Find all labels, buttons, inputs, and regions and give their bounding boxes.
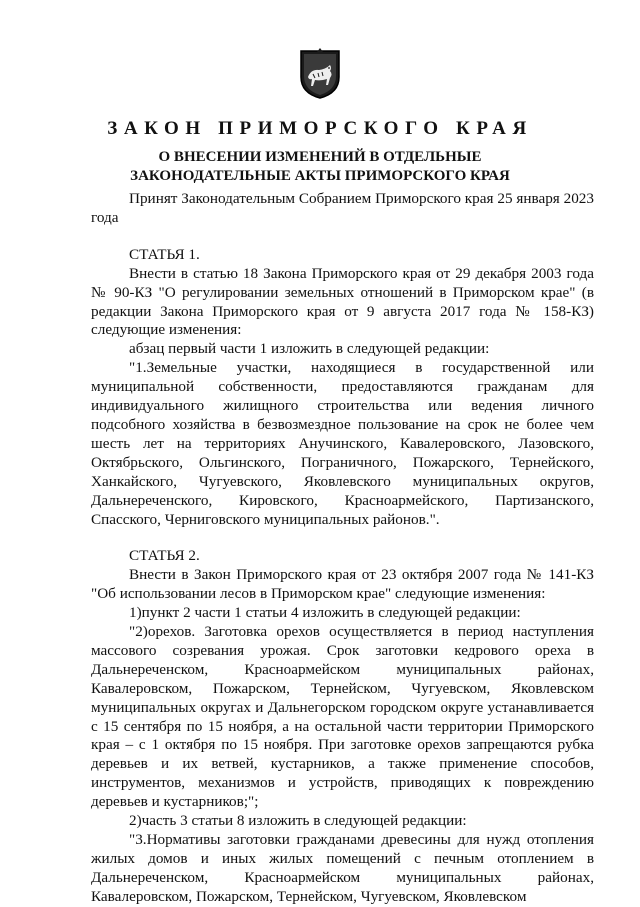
article-2-heading: СТАТЬЯ 2. xyxy=(129,547,200,565)
article-2-item-2: 2)часть 3 статьи 8 изложить в следующей редакции: xyxy=(129,812,467,830)
law-body xyxy=(91,190,594,907)
law-subtitle xyxy=(0,148,640,186)
article-1-quote: "1.Земельные участки, находящиеся в государственной или муниципальной собственности, предоставляются гражданам для индивидуального жилищного строительства или ведения личного подсобного хозяйства в безвозмездное пользование на срок не более чем шесть лет на территориях Анучинского, Кавалеровского, Лазовского, Октябрьского, Ольгинского, Пограничного, Пожарского, Тернейского, Ханкайского, Чугуевского, Яковлевского муниципальных округов, Дальнереченского, Кировского, Красноармейского, Партизанского, Спасского, Черниговского муниципальных районов.". xyxy=(91,359,594,528)
law-title: ЗАКОН ПРИМОРСКОГО КРАЯ xyxy=(107,118,533,139)
subtitle-line-2: ЗАКОНОДАТЕЛЬНЫЕ АКТЫ ПРИМОРСКОГО КРАЯ xyxy=(130,168,510,184)
article-2-quote-2: "3.Нормативы заготовки гражданами древесины для нужд отопления жилых домов и иных жилых помещений с печным отоплением в Дальнереченском, Красноармейском муниципальных районах, Кавалеровском, Пожарском, Тернейском, Чугуевском, Яковлевском xyxy=(91,831,594,905)
tiger-coat-of-arms-icon xyxy=(299,47,341,99)
subtitle-line-1: О ВНЕСЕНИИ ИЗМЕНЕНИЙ В ОТДЕЛЬНЫЕ xyxy=(158,149,482,165)
article-2-quote-1: "2)орехов. Заготовка орехов осуществляется в период наступления массового созревания урожая. Срок заготовки кедрового ореха в Дальнереченском, Красноармейском муниципальных районах, Кавалеровском, Пожарском, Тернейском, Чугуевском, Яковлевском муниципальных округах и Дальнегорском городском округе устанавливается с 15 сентября по 15 ноября, а на остальной части территории Приморского края – с 1 октября по 15 ноября. При заготовке орехов запрещаются рубка деревьев и их ветвей, кустарников, а также применение способов, инструментов, механизмов и устройств, приводящих к повреждению деревьев и кустарников;"; xyxy=(91,623,594,811)
article-2-intro: Внести в Закон Приморского края от 23 октября 2007 года № 141-КЗ "Об использовании лесов в Приморском крае" следующие изменения: xyxy=(91,566,594,603)
article-2-item-1: 1)пункт 2 части 1 статьи 4 изложить в следующей редакции: xyxy=(129,604,521,622)
article-1-heading: СТАТЬЯ 1. xyxy=(129,245,200,263)
article-1-intro: Внести в статью 18 Закона Приморского края от 29 декабря 2003 года № 90-КЗ "О регулировании земельных отношений в Приморском крае" (в редакции Закона Приморского края от 9 августа 2017 года № 158-КЗ) следующие изменения: xyxy=(91,264,594,339)
article-1-item: абзац первый части 1 изложить в следующей редакции: xyxy=(129,340,490,358)
adoption-note: Принят Законодательным Собранием Приморского края 25 января 2023 года xyxy=(91,190,594,226)
